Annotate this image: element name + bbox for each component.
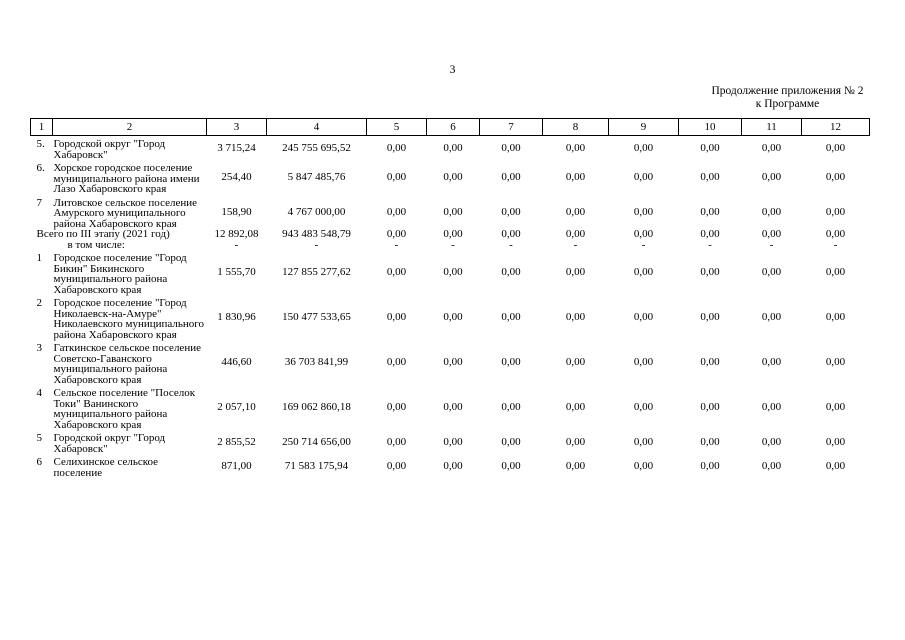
municipality-name: Городское поселение "Город Николаевск-на-Амуре" Николаевского муниципального района Хабаровского края [53, 297, 205, 341]
program-table [30, 118, 870, 478]
cost-value: 150 477 533,65 [282, 311, 351, 324]
table-row [31, 240, 870, 251]
amount-cell: 0,00 [700, 356, 720, 369]
cost-value: 127 855 277,62 [282, 266, 351, 279]
amount-cell: 0,00 [565, 141, 586, 154]
row-number: 1 [36, 252, 42, 264]
municipality-name: Хорское городское поселение муниципального района имени Лазо Хабаровского края [53, 162, 200, 195]
row-number: 5 [36, 432, 42, 444]
column-header: 2 [53, 119, 207, 136]
table-row [31, 229, 870, 240]
header-row [31, 119, 870, 136]
row-number: 6 [36, 456, 42, 468]
area-value: 2 855,52 [217, 435, 256, 448]
column-header: 3 [207, 119, 267, 136]
appendix-line-2: к Программе [755, 98, 820, 110]
row-number: 2 [36, 297, 42, 309]
amount-cell: 0,00 [633, 356, 654, 369]
area-value: 158,90 [221, 205, 252, 218]
area-value: - [234, 238, 239, 251]
total-label: Всего по III этапу (2021 год) [36, 228, 170, 240]
amount-cell: 0,00 [443, 171, 463, 183]
table-row [31, 160, 870, 195]
amount-cell: 0,00 [825, 171, 846, 183]
amount-cell: 0,00 [501, 435, 521, 448]
area-value: 1 555,70 [217, 266, 256, 279]
amount-cell: 0,00 [501, 141, 521, 154]
amount-cell: 0,00 [633, 141, 654, 154]
column-header: 4 [267, 119, 367, 136]
amount-cell: 0,00 [565, 459, 586, 472]
appendix-caption [690, 85, 885, 111]
amount-cell: 0,00 [761, 205, 782, 218]
amount-cell: 0,00 [700, 435, 720, 448]
amount-cell: 0,00 [700, 205, 720, 218]
cost-value: 943 483 548,79 [282, 228, 351, 240]
table-row [31, 250, 870, 295]
row-number: 6. [36, 162, 45, 174]
amount-cell: 0,00 [633, 171, 654, 183]
area-value: 446,60 [221, 356, 252, 369]
amount-cell: 0,00 [565, 401, 586, 414]
amount-cell: 0,00 [761, 171, 782, 183]
amount-cell: 0,00 [761, 141, 782, 154]
amount-cell: 0,00 [825, 356, 846, 369]
column-header: 8 [543, 119, 609, 136]
area-value: 1 830,96 [217, 311, 256, 324]
amount-cell: - [641, 238, 646, 251]
amount-cell: 0,00 [633, 401, 654, 414]
amount-cell: 0,00 [501, 205, 521, 218]
row-number: 4 [36, 387, 42, 399]
amount-cell: 0,00 [825, 401, 846, 414]
amount-cell: 0,00 [825, 266, 846, 279]
amount-cell: 0,00 [700, 311, 720, 324]
column-header: 9 [609, 119, 679, 136]
amount-cell: 0,00 [443, 141, 463, 154]
area-value: 871,00 [221, 459, 252, 472]
amount-cell: 0,00 [386, 311, 407, 324]
amount-cell: 0,00 [501, 171, 521, 183]
municipality-name: Городской округ "Город Хабаровск" [53, 138, 166, 161]
municipality-name: Сельское поселение "Поселок Токи" Ванинского муниципального района Хабаровского края [53, 387, 196, 431]
amount-cell: 0,00 [443, 356, 463, 369]
table-row [31, 385, 870, 430]
amount-cell: - [769, 238, 774, 251]
cost-value: 245 755 695,52 [282, 141, 351, 154]
amount-cell: 0,00 [565, 228, 586, 240]
column-header: 1 [31, 119, 53, 136]
column-header: 5 [367, 119, 427, 136]
amount-cell: - [573, 238, 578, 251]
amount-cell: 0,00 [386, 459, 407, 472]
amount-cell: 0,00 [443, 401, 463, 414]
amount-cell: 0,00 [825, 205, 846, 218]
cost-value: 4 767 000,00 [287, 205, 346, 218]
amount-cell: 0,00 [443, 228, 463, 240]
table-row [31, 195, 870, 230]
area-value: 254,40 [221, 171, 252, 183]
amount-cell: 0,00 [565, 356, 586, 369]
municipality-name: Литовское сельское поселение Амурского муниципального района Хабаровского края [53, 196, 197, 230]
row-number: 7 [36, 196, 42, 209]
amount-cell: 0,00 [700, 459, 720, 472]
amount-cell: 0,00 [761, 356, 782, 369]
amount-cell: 0,00 [501, 311, 521, 324]
amount-cell: 0,00 [501, 266, 521, 279]
amount-cell: - [394, 238, 399, 251]
amount-cell: 0,00 [700, 141, 720, 154]
table-row [31, 454, 870, 478]
amount-cell: 0,00 [761, 401, 782, 414]
amount-cell: 0,00 [386, 435, 407, 448]
amount-cell: 0,00 [565, 266, 586, 279]
amount-cell: 0,00 [825, 311, 846, 324]
column-header: 10 [679, 119, 742, 136]
amount-cell: 0,00 [386, 141, 407, 154]
table-row [31, 295, 870, 340]
table-row [31, 430, 870, 454]
amount-cell: 0,00 [443, 311, 463, 324]
amount-cell: 0,00 [443, 435, 463, 448]
cost-value: 250 714 656,00 [282, 435, 351, 448]
amount-cell: 0,00 [501, 356, 521, 369]
amount-cell: 0,00 [700, 401, 720, 414]
amount-cell: 0,00 [386, 205, 407, 218]
municipality-name: Селихинское сельское поселение [53, 456, 159, 479]
table-row [31, 136, 870, 161]
amount-cell: 0,00 [633, 435, 654, 448]
cost-value: 169 062 860,18 [282, 401, 351, 414]
amount-cell: 0,00 [761, 435, 782, 448]
amount-cell: 0,00 [700, 171, 720, 183]
amount-cell: 0,00 [633, 266, 654, 279]
amount-cell: 0,00 [501, 401, 521, 414]
amount-cell: 0,00 [565, 435, 586, 448]
municipality-name: Городской округ "Город Хабаровск" [53, 432, 166, 455]
row-number: 5. [36, 138, 45, 150]
amount-cell: 0,00 [386, 401, 407, 414]
area-value: 3 715,24 [217, 141, 256, 154]
area-value: 2 057,10 [217, 401, 256, 414]
municipality-name: Городское поселение "Город Бикин" Бикинского муниципального района Хабаровского края [53, 252, 187, 296]
amount-cell: 0,00 [443, 266, 463, 279]
amount-cell: - [451, 238, 455, 251]
cost-value: - [314, 238, 319, 251]
amount-cell: 0,00 [825, 435, 846, 448]
amount-cell: - [833, 238, 838, 251]
page-number: 3 [449, 62, 456, 76]
amount-cell: 0,00 [633, 205, 654, 218]
amount-cell: 0,00 [700, 228, 720, 240]
amount-cell: 0,00 [501, 228, 521, 240]
column-header: 7 [480, 119, 543, 136]
amount-cell: 0,00 [386, 266, 407, 279]
amount-cell: 0,00 [825, 459, 846, 472]
amount-cell: 0,00 [761, 311, 782, 324]
amount-cell: - [509, 238, 513, 251]
municipality-name: Гаткинское сельское поселение Советско-Гаванского муниципального района Хабаровского края [53, 342, 201, 386]
cost-value: 36 703 841,99 [284, 356, 349, 369]
amount-cell: 0,00 [386, 228, 407, 240]
amount-cell: 0,00 [761, 459, 782, 472]
amount-cell: 0,00 [386, 171, 407, 183]
area-value: 12 892,08 [214, 228, 259, 240]
amount-cell: 0,00 [565, 205, 586, 218]
amount-cell: 0,00 [386, 356, 407, 369]
row-number: 3 [36, 342, 42, 354]
amount-cell: 0,00 [700, 266, 720, 279]
amount-cell: 0,00 [761, 266, 782, 279]
subheading-label: в том числе: [67, 238, 125, 251]
amount-cell: 0,00 [443, 459, 463, 472]
amount-cell: 0,00 [565, 171, 586, 183]
column-header: 11 [742, 119, 802, 136]
column-header: 12 [802, 119, 870, 136]
amount-cell: 0,00 [501, 459, 521, 472]
amount-cell: - [708, 238, 712, 251]
amount-cell: 0,00 [633, 459, 654, 472]
appendix-line-1: Продолжение приложения № 2 [711, 85, 864, 97]
amount-cell: 0,00 [761, 228, 782, 240]
amount-cell: 0,00 [443, 205, 463, 218]
amount-cell: 0,00 [825, 228, 846, 240]
cost-value: 71 583 175,94 [284, 459, 349, 472]
table-row [31, 340, 870, 385]
amount-cell: 0,00 [633, 228, 654, 240]
cost-value: 5 847 485,76 [287, 171, 346, 183]
column-header: 6 [427, 119, 480, 136]
amount-cell: 0,00 [633, 311, 654, 324]
amount-cell: 0,00 [565, 311, 586, 324]
amount-cell: 0,00 [825, 141, 846, 154]
